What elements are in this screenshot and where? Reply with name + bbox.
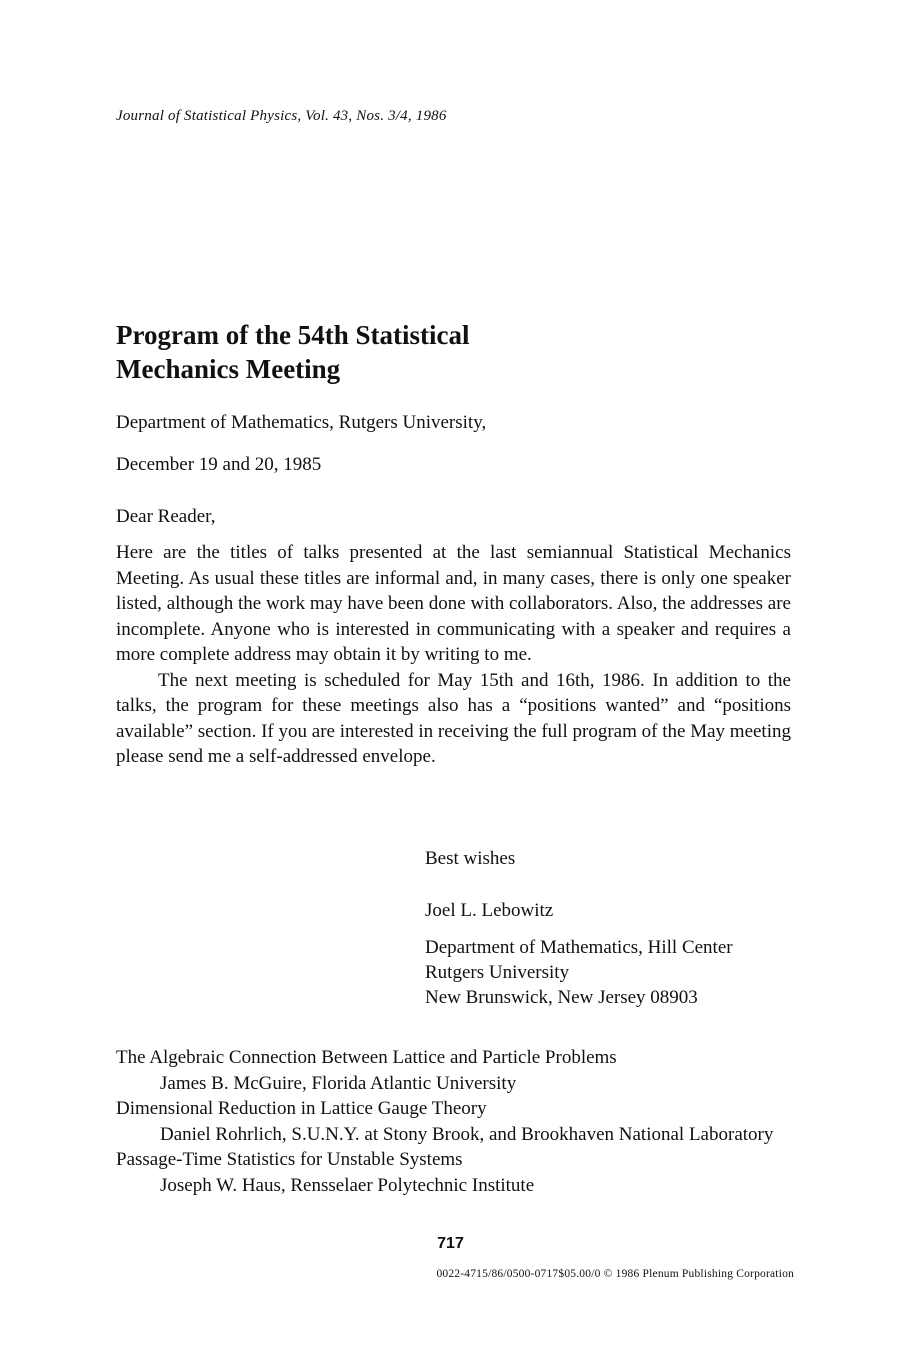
page-number: 717 [437, 1235, 464, 1252]
address-line-1: Department of Mathematics, Hill Center [425, 937, 733, 958]
title-line-1: Program of the 54th Statistical [116, 320, 470, 350]
talk-list [116, 1045, 796, 1198]
talk-title: Dimensional Reduction in Lattice Gauge Theory [116, 1098, 487, 1119]
copyright-line: 0022-4715/86/0500-0717$05.00/0 © 1986 Plenum Publishing Corporation [436, 1268, 794, 1280]
talk-speaker: Daniel Rohrlich, S.U.N.Y. at Stony Brook, and Brookhaven National Laboratory [160, 1123, 774, 1145]
talk-item [116, 1147, 796, 1198]
talk-title: Passage-Time Statistics for Unstable Systems [116, 1149, 463, 1170]
talk-item [116, 1045, 796, 1096]
talk-item [116, 1096, 796, 1147]
talk-speaker: Joseph W. Haus, Rensselaer Polytechnic Institute [160, 1174, 535, 1196]
signoff-closing: Best wishes [425, 848, 516, 869]
talk-speaker: James B. McGuire, Florida Atlantic University [160, 1072, 517, 1094]
letter-paragraph-2: The next meeting is scheduled for May 15th and 16th, 1986. In addition to the talks, the program for these meetings also has a “positions wanted” and “positions available” section. If you are interested in receiving the full program of the May meeting please send me a self-addressed envelope. [116, 669, 791, 767]
address-line-3: New Brunswick, New Jersey 08903 [425, 987, 698, 1008]
letter-paragraph-1: Here are the titles of talks presented at the last semiannual Statistical Mechanics Meeting. As usual these titles are informal and, in many cases, there is only one speaker listed, although the work may have been done with collaborators. Also, the addresses are incomplete. Anyone who is interested in communicating with a speaker and requires a more complete address may obtain it by writing to me. [116, 542, 791, 665]
venue-place: Department of Mathematics, Rutgers University, [116, 412, 487, 433]
title-line-2: Mechanics Meeting [116, 354, 341, 384]
address-line-2: Rutgers University [425, 962, 570, 983]
journal-citation: Journal of Statistical Physics, Vol. 43, Nos. 3/4, 1986 [116, 108, 447, 124]
signoff-name: Joel L. Lebowitz [425, 900, 554, 921]
signoff-address [425, 935, 733, 1010]
talk-title: The Algebraic Connection Between Lattice and Particle Problems [116, 1047, 617, 1068]
venue-dates: December 19 and 20, 1985 [116, 454, 322, 475]
letter-body [116, 540, 791, 770]
letter-salutation: Dear Reader, [116, 506, 216, 527]
article-title [116, 318, 716, 386]
